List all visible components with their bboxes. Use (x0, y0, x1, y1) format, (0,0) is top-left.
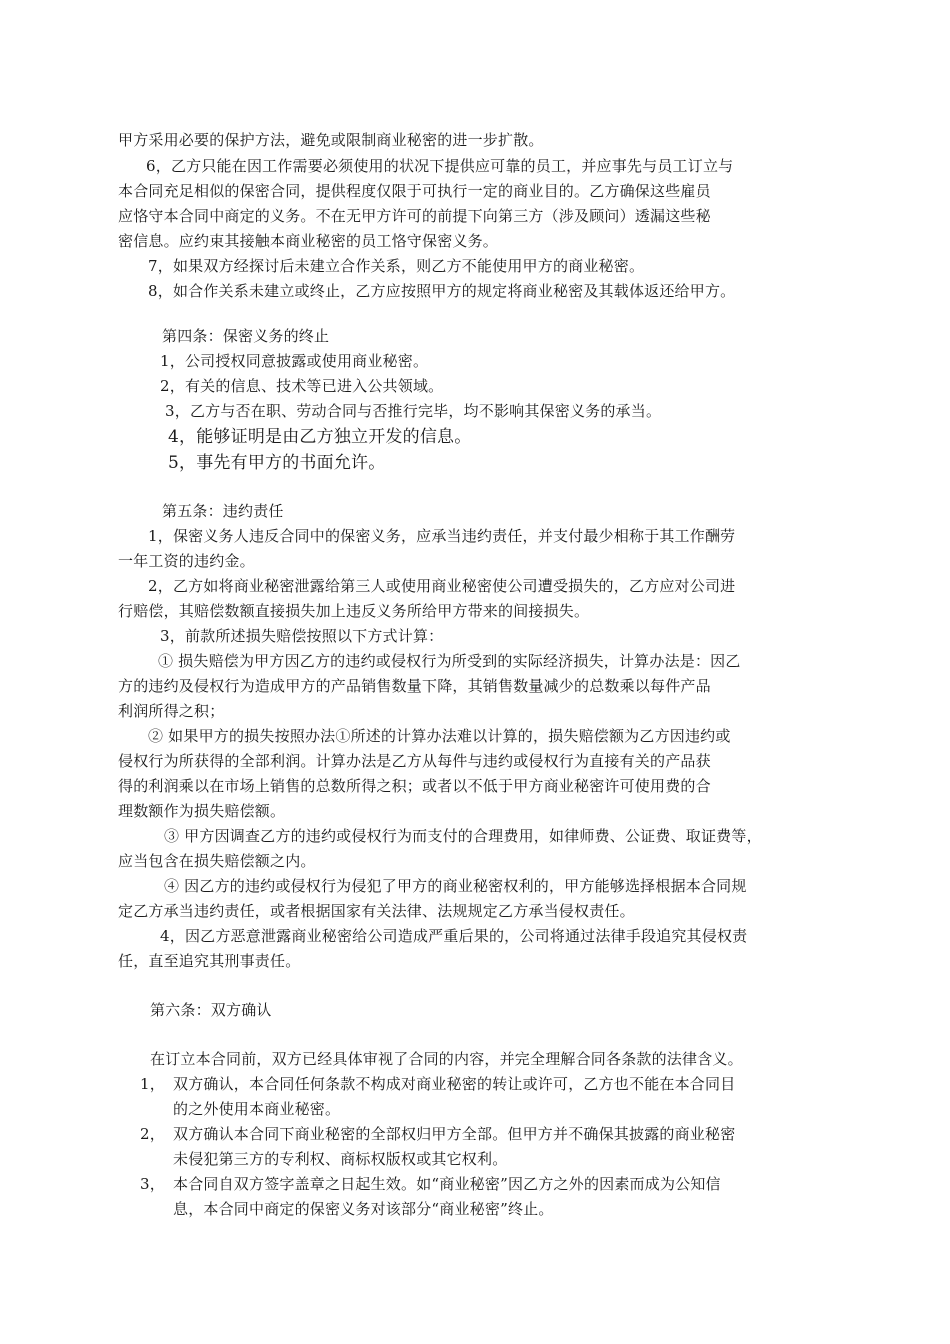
paragraph-line: 1，保密义务人违反合同中的保密义务，应承当违约责任，并支付最少相称于其工作酬劳 (148, 527, 736, 545)
paragraph-line: 2，乙方如将商业秘密泄露给第三人或使用商业秘密使公司遭受损失的，乙方应对公司进 (148, 577, 736, 595)
paragraph-line: ② 如果甲方的损失按照办法①所述的计算办法难以计算的，损失赔偿额为乙方因违约或 (148, 727, 731, 745)
paragraph-line: 本合同充足相似的保密合同，提供程度仅限于可执行一定的商业目的。乙方确保这些雇员 (118, 182, 711, 200)
section-title: 第六条：双方确认 (150, 1001, 272, 1019)
paragraph-line: 7，如果双方经探讨后未建立合作关系，则乙方不能使用甲方的商业秘密。 (148, 257, 645, 275)
paragraph-line: ④ 因乙方的违约或侵权行为侵犯了甲方的商业秘密权利的，甲方能够选择根据本合同规 (164, 877, 747, 895)
paragraph-line: 甲方采用必要的保护方法，避免或限制商业秘密的进一步扩散。 (118, 131, 544, 149)
paragraph-line: 6，乙方只能在因工作需要必须使用的状况下提供应可靠的员工，并应事先与员工订立与 (146, 157, 734, 175)
list-item: 5，事先有甲方的书面允许。 (168, 453, 386, 473)
paragraph-line: 8，如合作关系未建立或终止，乙方应按照甲方的规定将商业秘密及其载体返还给甲方。 (148, 282, 736, 300)
list-item: 1，公司授权同意披露或使用商业秘密。 (160, 352, 429, 370)
paragraph-line: ① 损失赔偿为甲方因乙方的违约或侵权行为所受到的实际经济损失，计算办法是：因乙 (158, 652, 741, 670)
list-item: 本合同自双方签字盖章之日起生效。如“商业秘密”因乙方之外的因素而成为公知信 (173, 1175, 721, 1193)
list-item: 3，乙方与否在职、劳动合同与否推行完毕，均不影响其保密义务的承当。 (165, 402, 662, 420)
list-item: 4，能够证明是由乙方独立开发的信息。 (168, 427, 472, 447)
paragraph-line: 行赔偿，其赔偿数额直接损失加上违反义务所给甲方带来的间接损失。 (118, 602, 590, 620)
paragraph-line: 应当包含在损失赔偿额之内。 (118, 852, 316, 870)
paragraph-line: 应恪守本合同中商定的义务。不在无甲方许可的前提下向第三方（涉及顾问）透漏这些秘 (118, 207, 711, 225)
paragraph-line: 定乙方承当违约责任，或者根据国家有关法律、法规规定乙方承当侵权责任。 (118, 902, 635, 920)
list-item: 双方确认本合同下商业秘密的全部权归甲方全部。但甲方并不确保其披露的商业秘密 (173, 1125, 736, 1143)
list-item: 双方确认，本合同任何条款不构成对商业秘密的转让或许可，乙方也不能在本合同目 (173, 1075, 736, 1093)
paragraph-line: 得的利润乘以在市场上销售的总数所得之积；或者以不低于甲方商业秘密许可使用费的合 (118, 777, 711, 795)
list-item: 息，本合同中商定的保密义务对该部分“商业秘密”终止。 (173, 1200, 554, 1218)
paragraph-line: 一年工资的违约金。 (118, 552, 255, 570)
paragraph-line: 密信息。应约束其接触本商业秘密的员工恪守保密义务。 (118, 232, 499, 250)
section-title: 第五条：违约责任 (162, 502, 284, 520)
list-item: 2，有关的信息、技术等已进入公共领域。 (160, 377, 444, 395)
paragraph-line: 任，直至追究其刑事责任。 (118, 952, 301, 970)
paragraph-line: 侵权行为所获得的全部利润。计算办法是乙方从每件与违约或侵权行为直接有关的产品获 (118, 752, 711, 770)
paragraph-line: 在订立本合同前，双方已经具体审视了合同的内容，并完全理解合同各条款的法律含义。 (150, 1050, 743, 1068)
paragraph-line: 利润所得之积； (118, 702, 225, 720)
paragraph-line: 方的违约及侵权行为造成甲方的产品销售数量下降，其销售数量减少的总数乘以每件产品 (118, 677, 711, 695)
list-number: 3， (140, 1175, 165, 1193)
paragraph-line: 理数额作为损失赔偿额。 (118, 802, 286, 820)
section-title: 第四条：保密义务的终止 (162, 327, 330, 345)
paragraph-line: ③ 甲方因调查乙方的违约或侵权行为而支付的合理费用，如律师费、公证费、取证费等， (164, 827, 762, 845)
paragraph-line: 3，前款所述损失赔偿按照以下方式计算： (160, 627, 444, 645)
list-number: 2， (140, 1125, 165, 1143)
list-number: 1， (140, 1075, 165, 1093)
paragraph-line: 4，因乙方恶意泄露商业秘密给公司造成严重后果的，公司将通过法律手段追究其侵权责 (160, 927, 748, 945)
list-item: 未侵犯第三方的专利权、商标权版权或其它权利。 (173, 1150, 508, 1168)
list-item: 的之外使用本商业秘密。 (173, 1100, 341, 1118)
